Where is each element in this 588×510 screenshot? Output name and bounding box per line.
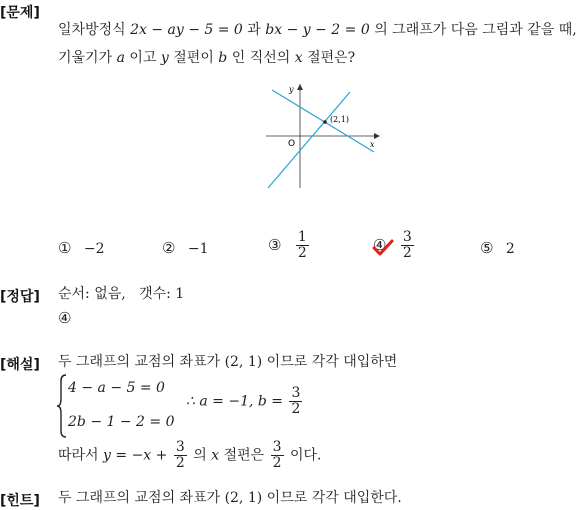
hint-point: (2, 1) — [224, 490, 263, 506]
problem-text: 기울기가 — [58, 50, 113, 66]
option-mark: ② — [162, 239, 176, 257]
problem-line-2 — [58, 48, 355, 68]
explanation-point: (2, 1) — [224, 354, 263, 370]
problem-text: 절편은? — [307, 50, 356, 66]
answer-fraction: $\frac{3}{2}$ — [272, 439, 282, 471]
option-value: 2 — [505, 241, 515, 257]
var-b: b — [218, 50, 228, 66]
equation-1: 2x − ay − 5 = 0 — [130, 22, 243, 38]
option-5[interactable] — [480, 239, 515, 257]
problem-text: 이고 — [129, 50, 157, 66]
option-mark: ④ — [373, 235, 387, 254]
option-mark: ① — [58, 239, 72, 257]
var-x: x — [294, 50, 303, 66]
option-mark: ⑤ — [480, 239, 494, 257]
hint-text: 이므로 각각 대입한다. — [266, 490, 402, 506]
answer-order: 순서: 없음, — [58, 286, 126, 302]
answer-meta — [58, 284, 184, 304]
answer-header: [정답] — [0, 289, 40, 305]
explanation-line-1 — [58, 352, 397, 372]
problem-text: 절편이 — [173, 50, 214, 66]
option-2[interactable] — [162, 239, 209, 257]
line-fraction: $\frac{3}{2}$ — [175, 439, 185, 471]
var-x: x — [211, 447, 220, 464]
explanation-text: 절편은 — [223, 447, 265, 464]
option-fraction: $\frac{1}{2}$ — [297, 229, 307, 261]
explanation-text: 이다. — [289, 447, 322, 464]
intersection-point — [323, 120, 327, 124]
b-fraction: $\frac{3}{2}$ — [291, 385, 301, 417]
problem-text: 일차방정식 — [58, 22, 126, 38]
option-1[interactable] — [58, 239, 105, 257]
point-label: (2,1) — [330, 115, 349, 124]
y-axis-label: y — [289, 85, 294, 94]
x-axis-arrow — [374, 133, 380, 139]
problem-text: 인 직선의 — [231, 50, 291, 66]
system-brace — [56, 373, 68, 439]
explanation-line-3 — [58, 440, 321, 471]
problem-line-1 — [58, 20, 577, 40]
var-y: y — [160, 50, 169, 66]
problem-text: 의 그래프가 다음 그림과 같을 때, — [374, 22, 577, 38]
problem-text: 과 — [247, 22, 261, 38]
answer-mark — [58, 308, 79, 329]
y-axis-arrow — [297, 84, 303, 90]
hint-text: 두 그래프의 교점의 좌표가 — [58, 490, 221, 506]
option-fraction: $\frac{3}{2}$ — [402, 229, 412, 261]
answer-count: 갯수: 1 — [139, 286, 185, 302]
option-3[interactable] — [268, 230, 311, 261]
explanation-text: 두 그래프의 교점의 좌표가 — [58, 354, 221, 370]
origin-label: O — [288, 139, 296, 149]
explanation-text: 따라서 — [58, 447, 99, 464]
therefore-text: ∴ a = −1, b = — [186, 393, 284, 410]
therefore-line — [186, 386, 304, 417]
problem-header: [문제] — [0, 5, 40, 21]
graph-figure — [262, 80, 382, 192]
system-eq-2: 2b − 1 − 2 = 0 — [68, 414, 175, 430]
var-a: a — [116, 50, 125, 66]
hint-header: [힌트] — [0, 493, 40, 509]
option-value: −2 — [83, 241, 105, 257]
selected-check-icon — [372, 235, 394, 258]
option-value: −1 — [187, 241, 209, 257]
explanation-text: 의 — [193, 447, 207, 464]
explanation-header: [해설] — [0, 357, 40, 373]
system-eq-1: 4 − a − 5 = 0 — [68, 380, 165, 396]
explanation-text: 이므로 각각 대입하면 — [266, 354, 398, 370]
line-equation: y = −x + — [103, 447, 168, 464]
graph-line-2 — [268, 92, 350, 188]
x-axis-label: x — [370, 140, 375, 149]
option-mark: ③ — [268, 235, 282, 254]
answer-mark-symbol: ④ — [58, 309, 72, 327]
hint-line — [58, 488, 402, 508]
equation-2: bx − y − 2 = 0 — [265, 22, 370, 38]
